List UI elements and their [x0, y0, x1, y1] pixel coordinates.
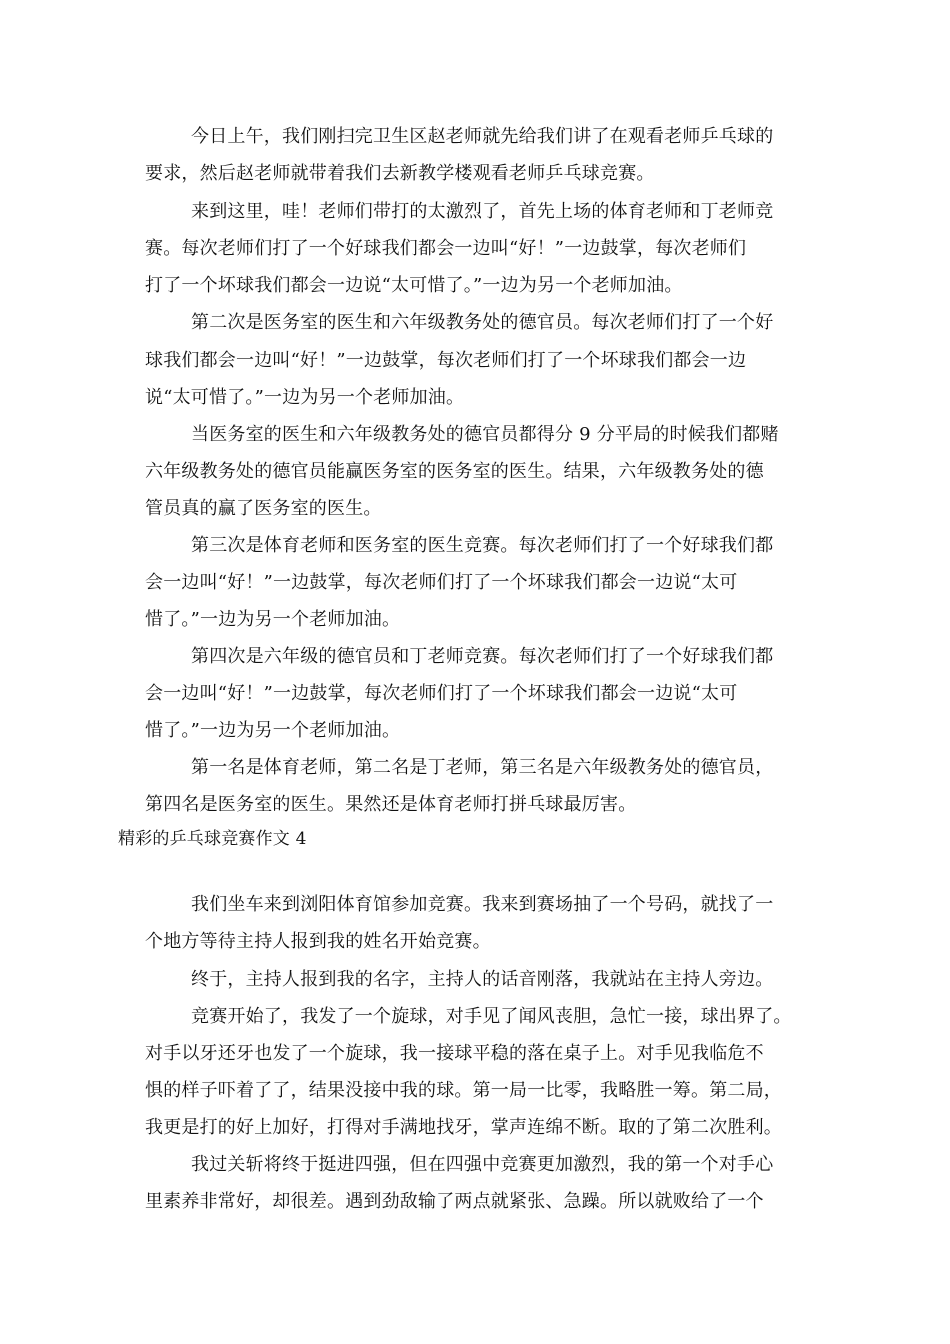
text-line: 竞赛开始了，我发了一个旋球，对手见了闻风丧胆，急忙一接，球出界了。 — [191, 1006, 792, 1027]
text-line: 惜了。”一边为另一个老师加油。 — [145, 609, 401, 630]
section-heading: 精彩的乒乓球竞赛作文 4 — [118, 829, 307, 849]
text-line: 我过关斩将终于挺进四强，但在四强中竞赛更加激烈，我的第一个对手心 — [191, 1154, 774, 1175]
text-line: 会一边叫“好！”一边鼓掌，每次老师们打了一个坏球我们都会一边说“太可 — [145, 572, 738, 593]
text-line: 第四名是医务室的医生。果然还是体育老师打拼乓球最厉害。 — [145, 794, 637, 815]
text-line: 惧的样子吓着了了，结果没接中我的球。第一局一比零，我略胜一筹。第二局， — [145, 1080, 782, 1101]
text-line: 当医务室的医生和六年级教务处的德官员都得分 9 分平局的时候我们都赌 — [191, 424, 779, 445]
text-line: 今日上午，我们刚扫完卫生区赵老师就先给我们讲了在观看老师乒乓球的 — [191, 126, 774, 147]
text-line: 终于，主持人报到我的名字，主持人的话音刚落，我就站在主持人旁边。 — [191, 969, 774, 990]
text-line: 球我们都会一边叫“好！”一边鼓掌，每次老师们打了一个坏球我们都会一边 — [145, 350, 747, 371]
text-line: 来到这里，哇！老师们带打的太激烈了，首先上场的体育老师和丁老师竞 — [191, 201, 774, 222]
text-line: 说“太可惜了。”一边为另一个老师加油。 — [145, 387, 465, 408]
text-line: 惜了。”一边为另一个老师加油。 — [145, 720, 401, 741]
text-line: 里素养非常好，却很差。遇到劲敌输了两点就紧张、急躁。所以就败给了一个 — [145, 1191, 764, 1212]
text-line: 赛。每次老师们打了一个好球我们都会一边叫“好！”一边鼓掌，每次老师们 — [145, 238, 747, 259]
text-line: 第一名是体育老师，第二名是丁老师，第三名是六年级教务处的德官员， — [191, 757, 774, 778]
text-line: 第三次是体育老师和医务室的医生竞赛。每次老师们打了一个好球我们都 — [191, 535, 774, 556]
text-line: 打了一个坏球我们都会一边说“太可惜了。”一边为另一个老师加油。 — [145, 275, 683, 296]
text-line: 对手以牙还牙也发了一个旋球，我一接球平稳的落在桌子上。对手见我临危不 — [145, 1043, 764, 1064]
text-line: 要求，然后赵老师就带着我们去新教学楼观看老师乒乓球竞赛。 — [145, 163, 655, 184]
text-line: 六年级教务处的德官员能赢医务室的医务室的医生。结果，六年级教务处的德 — [145, 461, 764, 482]
text-line: 第二次是医务室的医生和六年级教务处的德官员。每次老师们打了一个好 — [191, 312, 774, 333]
text-line: 会一边叫“好！”一边鼓掌，每次老师们打了一个坏球我们都会一边说“太可 — [145, 683, 738, 704]
text-line: 第四次是六年级的德官员和丁老师竞赛。每次老师们打了一个好球我们都 — [191, 646, 774, 667]
text-line: 个地方等待主持人报到我的姓名开始竞赛。 — [145, 931, 491, 952]
text-line: 我更是打的好上加好，打得对手满地找牙，掌声连绵不断。取的了第二次胜利。 — [145, 1117, 782, 1138]
text-line: 管员真的赢了医务室的医生。 — [145, 498, 382, 519]
text-line: 我们坐车来到浏阳体育馆参加竞赛。我来到赛场抽了一个号码，就找了一 — [191, 894, 774, 915]
